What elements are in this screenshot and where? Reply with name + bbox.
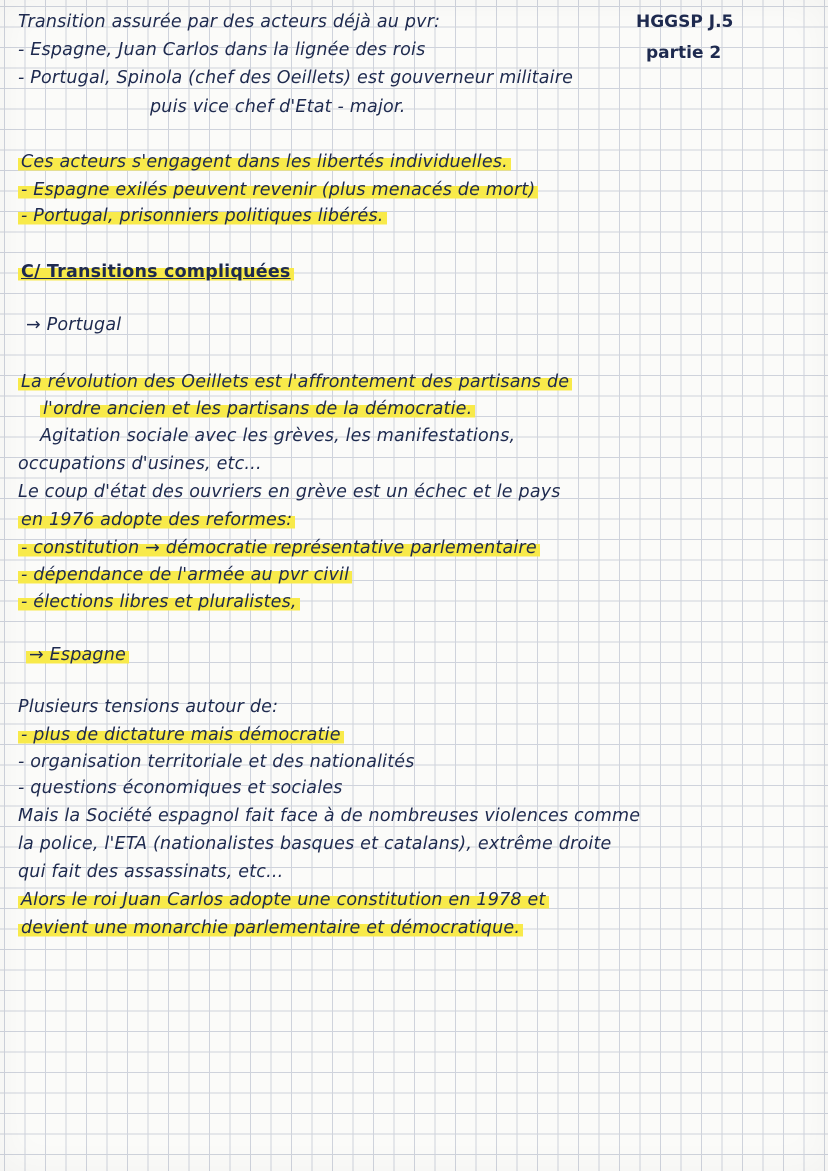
section-title xyxy=(18,262,294,282)
note-line: - Espagne, Juan Carlos dans la lignée des rois xyxy=(18,40,426,60)
note-line: Plusieurs tensions autour de: xyxy=(18,697,279,717)
highlighted-text: en 1976 adopte des reformes: xyxy=(18,510,295,530)
note-line xyxy=(18,890,549,910)
note-line: Le coup d'état des ouvriers en grève est un échec et le pays xyxy=(18,482,561,502)
highlighted-text: Alors le roi Juan Carlos adopte une constitution en 1978 et xyxy=(18,890,549,910)
note-line: Agitation sociale avec les grèves, les manifestations, xyxy=(40,426,516,446)
highlighted-text: Ces acteurs s'engagent dans les libertés individuelles. xyxy=(18,152,511,172)
highlighted-text: - Espagne exilés peuvent revenir (plus menacés de mort) xyxy=(18,180,538,200)
note-line xyxy=(18,180,538,200)
highlighted-text: - plus de dictature mais démocratie xyxy=(18,725,344,745)
note-line: occupations d'usines, etc... xyxy=(18,454,262,474)
highlighted-text: - élections libres et pluralistes, xyxy=(18,592,300,612)
note-line: - questions économiques et sociales xyxy=(18,778,343,798)
highlighted-text: → Espagne xyxy=(26,645,129,665)
highlighted-text: La révolution des Oeillets est l'affrontement des partisans de xyxy=(18,372,572,392)
note-line: Transition assurée par des acteurs déjà au pvr: xyxy=(18,12,441,32)
note-line xyxy=(18,565,352,585)
note-line xyxy=(18,510,295,530)
note-line: - organisation territoriale et des nationalités xyxy=(18,752,415,772)
note-line xyxy=(18,918,523,938)
note-line xyxy=(18,725,344,745)
note-line: qui fait des assassinats, etc... xyxy=(18,862,284,882)
course-reference: HGGSP J.5 xyxy=(636,12,734,32)
highlighted-text: devient une monarchie parlementaire et démocratique. xyxy=(18,918,523,938)
section-title-text: C/ Transitions compliquées xyxy=(18,262,294,282)
highlighted-text: - Portugal, prisonniers politiques libérés. xyxy=(18,206,387,226)
note-line: - Portugal, Spinola (chef des Oeillets) est gouverneur militaire xyxy=(18,68,574,88)
subsection-heading xyxy=(26,645,129,665)
note-line xyxy=(18,152,511,172)
subsection-heading: → Portugal xyxy=(26,315,122,335)
highlighted-text: l'ordre ancien et les partisans de la démocratie. xyxy=(40,399,475,419)
note-line: puis vice chef d'Etat - major. xyxy=(150,97,406,117)
note-line xyxy=(40,399,475,419)
part-label: partie 2 xyxy=(646,43,722,63)
note-line: Mais la Société espagnol fait face à de nombreuses violences comme xyxy=(18,806,641,826)
note-line xyxy=(18,372,572,392)
highlighted-text: - constitution → démocratie représentative parlementaire xyxy=(18,538,540,558)
highlighted-text: - dépendance de l'armée au pvr civil xyxy=(18,565,352,585)
note-line xyxy=(18,592,300,612)
note-line xyxy=(18,206,387,226)
note-line: la police, l'ETA (nationalistes basques et catalans), extrême droite xyxy=(18,834,612,854)
note-line xyxy=(18,538,540,558)
